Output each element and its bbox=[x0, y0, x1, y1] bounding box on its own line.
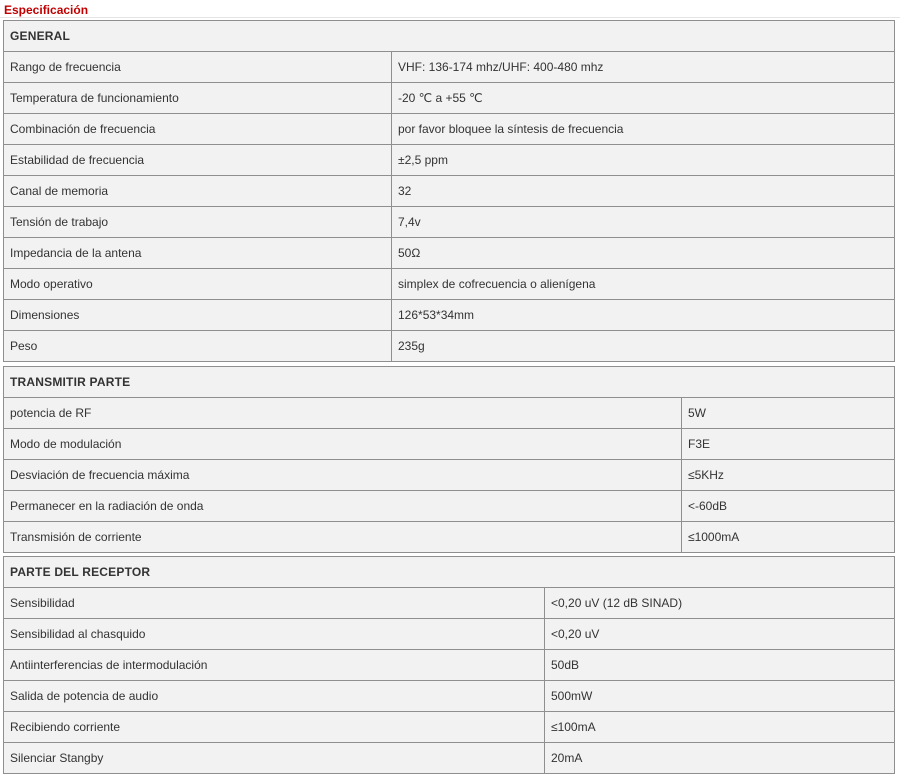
spec-value: 7,4v bbox=[392, 207, 895, 238]
spec-label: Peso bbox=[4, 331, 392, 362]
table-row bbox=[4, 522, 895, 553]
spec-label: Sensibilidad al chasquido bbox=[4, 619, 545, 650]
spec-value: <-60dB bbox=[682, 491, 895, 522]
section-header-row bbox=[4, 367, 895, 398]
section-header-row bbox=[4, 21, 895, 52]
table-row bbox=[4, 114, 895, 145]
spec-value: 500mW bbox=[545, 681, 895, 712]
table-row bbox=[4, 300, 895, 331]
spec-value: ±2,5 ppm bbox=[392, 145, 895, 176]
general-spec-table bbox=[3, 20, 895, 362]
spec-value: <0,20 uV (12 dB SINAD) bbox=[545, 588, 895, 619]
spec-value: por favor bloquee la síntesis de frecuencia bbox=[392, 114, 895, 145]
spec-value: F3E bbox=[682, 429, 895, 460]
table-row bbox=[4, 588, 895, 619]
spec-label: Transmisión de corriente bbox=[4, 522, 682, 553]
spec-value: 32 bbox=[392, 176, 895, 207]
spec-label: Antiinterferencias de intermodulación bbox=[4, 650, 545, 681]
spec-value: 235g bbox=[392, 331, 895, 362]
spec-value: 5W bbox=[682, 398, 895, 429]
spec-label: Temperatura de funcionamiento bbox=[4, 83, 392, 114]
spec-label: Tensión de trabajo bbox=[4, 207, 392, 238]
spec-value: simplex de cofrecuencia o alienígena bbox=[392, 269, 895, 300]
section-heading-receiver: PARTE DEL RECEPTOR bbox=[4, 557, 895, 588]
page-title: Especificación bbox=[4, 3, 89, 17]
table-row bbox=[4, 176, 895, 207]
table-row bbox=[4, 331, 895, 362]
spec-value: ≤1000mA bbox=[682, 522, 895, 553]
spec-label: Desviación de frecuencia máxima bbox=[4, 460, 682, 491]
table-row bbox=[4, 619, 895, 650]
spec-value: ≤5KHz bbox=[682, 460, 895, 491]
section-heading-general: GENERAL bbox=[4, 21, 895, 52]
table-row bbox=[4, 145, 895, 176]
transmit-spec-table bbox=[3, 366, 895, 553]
table-row bbox=[4, 52, 895, 83]
spec-label: Silenciar Stangby bbox=[4, 743, 545, 774]
title-divider bbox=[0, 17, 900, 18]
table-row bbox=[4, 429, 895, 460]
spec-label: Modo de modulación bbox=[4, 429, 682, 460]
spec-label: Modo operativo bbox=[4, 269, 392, 300]
spec-value: 50Ω bbox=[392, 238, 895, 269]
spec-label: Dimensiones bbox=[4, 300, 392, 331]
section-heading-transmit: TRANSMITIR PARTE bbox=[4, 367, 895, 398]
section-header-row bbox=[4, 557, 895, 588]
table-row bbox=[4, 460, 895, 491]
spec-value: 20mA bbox=[545, 743, 895, 774]
spec-label: Permanecer en la radiación de onda bbox=[4, 491, 682, 522]
spec-label: Canal de memoria bbox=[4, 176, 392, 207]
spec-value: -20 ℃ a +55 ℃ bbox=[392, 83, 895, 114]
spec-value: 50dB bbox=[545, 650, 895, 681]
spec-label: Impedancia de la antena bbox=[4, 238, 392, 269]
table-row bbox=[4, 238, 895, 269]
spec-label: Salida de potencia de audio bbox=[4, 681, 545, 712]
spec-label: Combinación de frecuencia bbox=[4, 114, 392, 145]
spec-label: potencia de RF bbox=[4, 398, 682, 429]
table-row bbox=[4, 83, 895, 114]
table-row bbox=[4, 712, 895, 743]
table-row bbox=[4, 650, 895, 681]
receiver-spec-table bbox=[3, 556, 895, 774]
spec-value: <0,20 uV bbox=[545, 619, 895, 650]
spec-value: 126*53*34mm bbox=[392, 300, 895, 331]
table-row bbox=[4, 681, 895, 712]
table-row bbox=[4, 491, 895, 522]
spec-label: Recibiendo corriente bbox=[4, 712, 545, 743]
spec-value: VHF: 136-174 mhz/UHF: 400-480 mhz bbox=[392, 52, 895, 83]
table-row bbox=[4, 743, 895, 774]
table-row bbox=[4, 269, 895, 300]
spec-label: Sensibilidad bbox=[4, 588, 545, 619]
spec-label: Estabilidad de frecuencia bbox=[4, 145, 392, 176]
table-row bbox=[4, 398, 895, 429]
spec-value: ≤100mA bbox=[545, 712, 895, 743]
spec-label: Rango de frecuencia bbox=[4, 52, 392, 83]
table-row bbox=[4, 207, 895, 238]
